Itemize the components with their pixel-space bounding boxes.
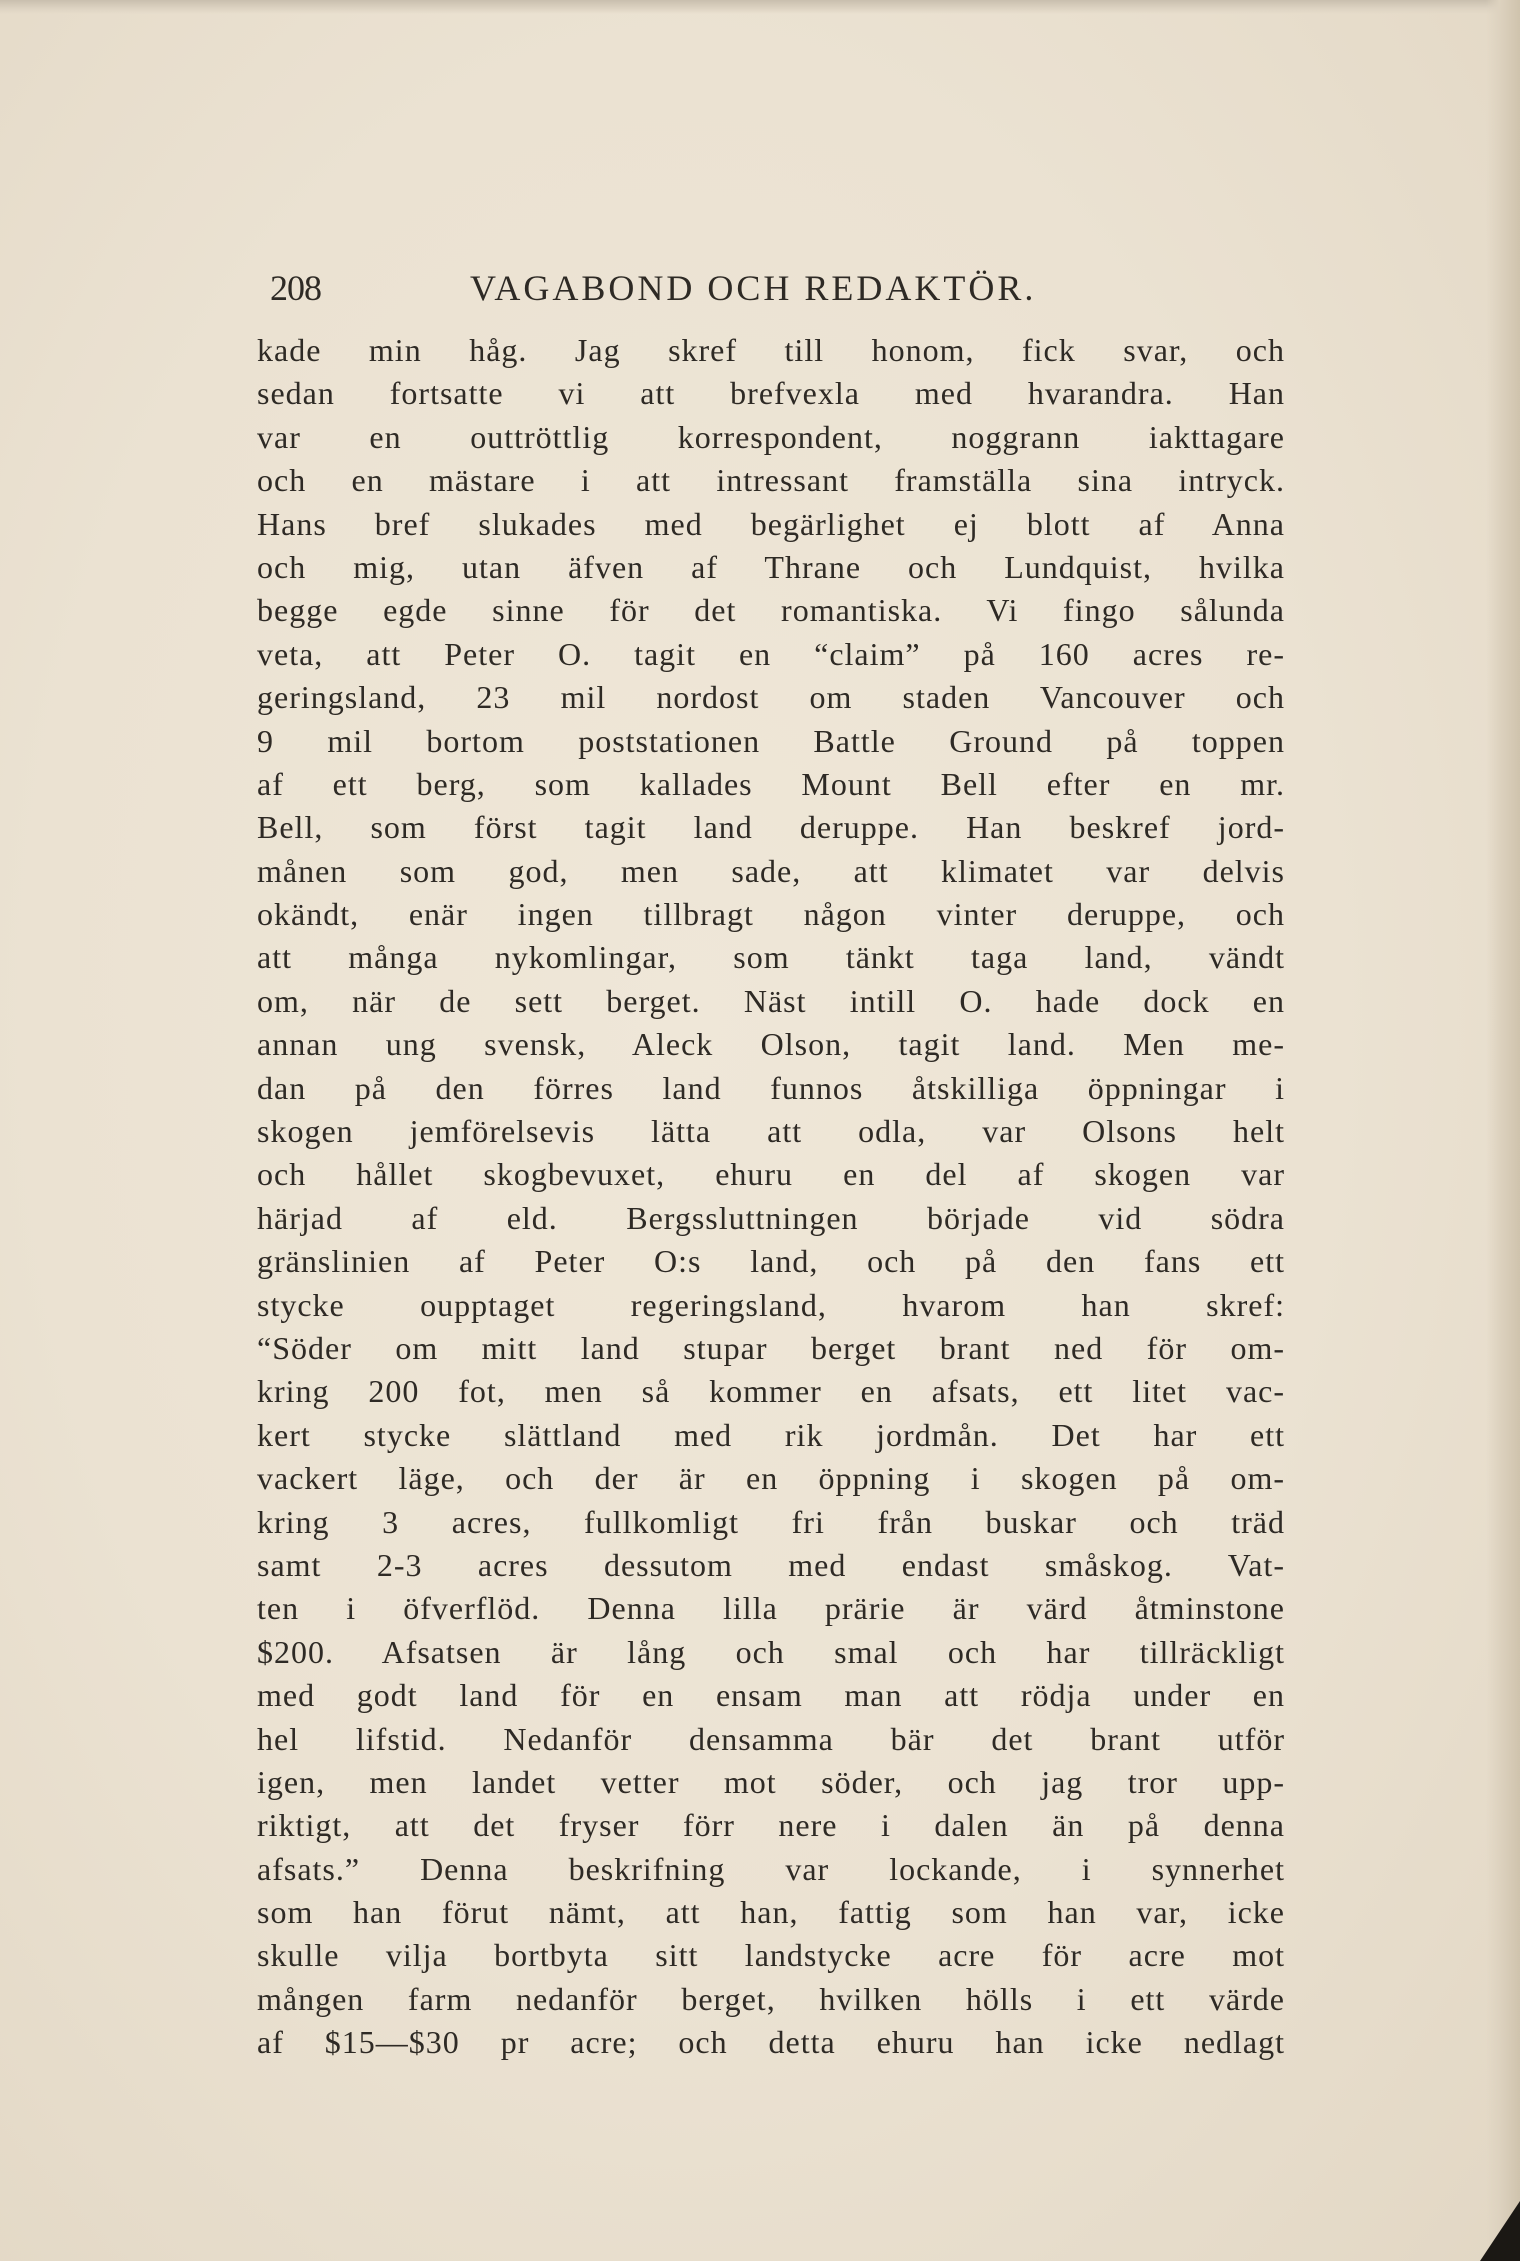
- text-line: 9 mil bortom poststationen Battle Ground på toppen: [257, 722, 1285, 759]
- text-line: kade min håg. Jag skref till honom, fick svar, och: [257, 332, 1285, 368]
- text-line: ten i öfverflöd. Denna lilla prärie är värd åtminstone: [257, 1590, 1285, 1627]
- text-line: om, när de sett berget. Näst intill O. hade dock en: [257, 982, 1285, 1019]
- text-line: annan ung svensk, Aleck Olson, tagit land. Men me-: [257, 1026, 1285, 1063]
- text-line: $200. Afsatsen är lång och smal och har tillräckligt: [257, 1633, 1285, 1670]
- text-line: veta, att Peter O. tagit en “claim” på 160 acres re-: [257, 635, 1285, 672]
- text-line: hel lifstid. Nedanför densamma bär det brant utför: [257, 1720, 1285, 1757]
- text-line: af $15—$30 pr acre; och detta ehuru han icke nedlagt: [257, 2024, 1285, 2061]
- text-line: geringsland, 23 mil nordost om staden Vancouver och: [257, 679, 1285, 716]
- text-line: skogen jemförelsevis lätta att odla, var Olsons helt: [257, 1113, 1285, 1150]
- text-line: att många nykomlingar, som tänkt taga land, vändt: [257, 939, 1285, 976]
- text-line: gränslinien af Peter O:s land, och på den fans ett: [257, 1243, 1285, 1280]
- text-line: Hans bref slukades med begärlighet ej blott af Anna: [257, 505, 1285, 542]
- text-line: som han förut nämt, att han, fattig som han var, icke: [257, 1894, 1285, 1931]
- page-right-edge: [1486, 0, 1520, 2261]
- page-top-edge: [0, 0, 1520, 14]
- text-line: och hållet skogbevuxet, ehuru en del af skogen var: [257, 1156, 1285, 1193]
- text-line: kert stycke slättland med rik jordmån. Det har ett: [257, 1416, 1285, 1453]
- text-line: mången farm nedanför berget, hvilken hölls i ett värde: [257, 1980, 1285, 2017]
- text-line: månen som god, men sade, att klimatet var delvis: [257, 852, 1285, 889]
- body-text: [257, 329, 1285, 2065]
- text-line: Bell, som först tagit land deruppe. Han beskref jord-: [257, 809, 1285, 846]
- text-line: af ett berg, som kallades Mount Bell efter en mr.: [257, 765, 1285, 802]
- text-line: och mig, utan äfven af Thrane och Lundquist, hvilka: [257, 548, 1285, 585]
- text-line: härjad af eld. Bergssluttningen började vid södra: [257, 1199, 1285, 1236]
- text-line: okändt, enär ingen tillbragt någon vinter deruppe, och: [257, 896, 1285, 933]
- text-line: igen, men landet vetter mot söder, och jag tror upp-: [257, 1763, 1285, 1800]
- page-corner-shadow: [1480, 2201, 1520, 2261]
- text-line: skulle vilja bortbyta sitt landstycke acre för acre mot: [257, 1937, 1285, 1974]
- text-line: “Söder om mitt land stupar berget brant ned för om-: [257, 1329, 1285, 1366]
- text-line: samt 2-3 acres dessutom med endast småskog. Vat-: [257, 1546, 1285, 1583]
- text-line: var en outtröttlig korrespondent, noggrann iakttagare: [257, 418, 1285, 455]
- text-line: begge egde sinne för det romantiska. Vi fingo sålunda: [257, 592, 1285, 629]
- text-line: dan på den förres land funnos åtskilliga öppningar i: [257, 1069, 1285, 1106]
- text-line: kring 200 fot, men så kommer en afsats, ett litet vac-: [257, 1373, 1285, 1410]
- text-line: med godt land för en ensam man att rödja under en: [257, 1677, 1285, 1714]
- running-title: VAGABOND OCH REDAKTÖR.: [470, 268, 1037, 308]
- text-line: sedan fortsatte vi att brefvexla med hvarandra. Han: [257, 375, 1285, 412]
- text-line: kring 3 acres, fullkomligt fri från buskar och träd: [257, 1503, 1285, 1540]
- text-line: och en mästare i att intressant framställa sina intryck.: [257, 462, 1285, 499]
- page-number: 208: [270, 268, 321, 308]
- text-line: riktigt, att det fryser förr nere i dalen än på denna: [257, 1807, 1285, 1844]
- text-line: afsats.” Denna beskrifning var lockande, i synnerhet: [257, 1850, 1285, 1887]
- page-header: [270, 262, 1270, 314]
- text-line: vackert läge, och der är en öppning i skogen på om-: [257, 1460, 1285, 1497]
- text-line: stycke oupptaget regeringsland, hvarom han skref:: [257, 1286, 1285, 1323]
